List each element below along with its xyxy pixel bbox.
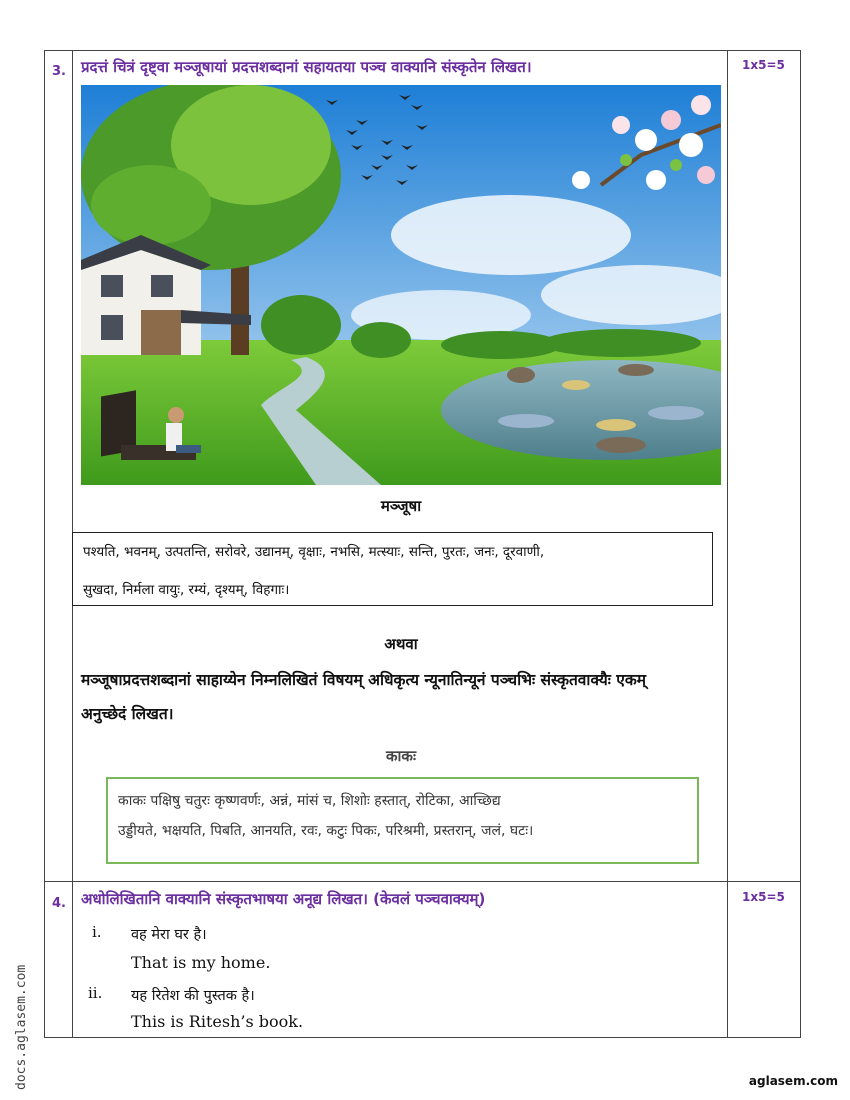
manjusha-heading: मञ्जूषा — [380, 497, 422, 515]
item-1-english: That is my home. — [131, 953, 271, 972]
cloud — [391, 195, 631, 275]
topic-heading: काकः — [386, 747, 416, 765]
topic-word-box — [106, 777, 699, 864]
picture-scene — [81, 85, 721, 485]
table-col-divider-2 — [727, 50, 728, 1038]
table-border-bottom — [44, 1037, 801, 1038]
question-3-number: 3. — [52, 64, 66, 79]
topic-words-line-2: उड्डीयते, भक्षयति, पिबति, आनयति, रवः, कटुः पिकः, परिश्रमी, प्रस्तरान्, जलं, घटः। — [118, 823, 534, 839]
item-2-numeral: ii. — [88, 984, 103, 1002]
item-2-hindi: यह रितेश की पुस्तक है। — [131, 988, 255, 1004]
topic-words-line-1: काकः पक्षिषु चतुरः कृष्णवर्णः, अन्नं, मांसं च, शिशोः हस्तात्, रोटिका, आच्छिद्य — [118, 793, 501, 809]
side-watermark: docs.aglasem.com — [14, 964, 29, 1090]
table-border-right — [800, 50, 801, 1038]
table-border-left — [44, 50, 45, 1038]
paragraph-instruction-line-2: अनुच्छेदं लिखत। — [81, 705, 174, 723]
question-4-marks: 1x5=5 — [742, 890, 785, 904]
manjusha-words-line-2: सुखदा, निर्मला वायुः, रम्यं, दृश्यम्, विहगाः। — [83, 582, 290, 598]
manjusha-word-box — [72, 532, 713, 606]
manjusha-words-line-1: पश्यति, भवनम्, उत्पतन्ति, सरोवरे, उद्यानम्, वृक्षाः, नभसि, मत्स्याः, सन्ति, पुरतः, जनः, दूरवाणी, — [83, 544, 545, 560]
question-3-instruction: प्रदत्तं चित्रं दृष्ट्वा मञ्जूषायां प्रदत्तशब्दानां सहायतया पञ्च वाक्यानि संस्कृतेन लिखत। — [81, 58, 532, 76]
table-border-top — [44, 50, 801, 51]
question-3-marks: 1x5=5 — [742, 58, 785, 72]
athava-heading: अथवा — [384, 635, 418, 653]
question-4-instruction: अधोलिखितानि वाक्यानि संस्कृतभाषया अनूद्य लिखत। (केवलं पञ्चवाक्यम्) — [81, 890, 486, 908]
item-1-numeral: i. — [92, 923, 102, 941]
item-2-english: This is Ritesh’s book. — [131, 1012, 304, 1031]
item-1-hindi: वह मेरा घर है। — [131, 927, 207, 943]
question-4-number: 4. — [52, 896, 66, 911]
footer-brand: aglasem.com — [748, 1074, 838, 1088]
row-divider — [44, 881, 801, 882]
paragraph-instruction-line-1: मञ्जूषाप्रदत्तशब्दानां साहाय्येन निम्नलिखितं विषयम् अधिकृत्य न्यूनातिन्यूनं पञ्चभिः संस्कृतवाक्यैः एकम् — [81, 671, 646, 689]
